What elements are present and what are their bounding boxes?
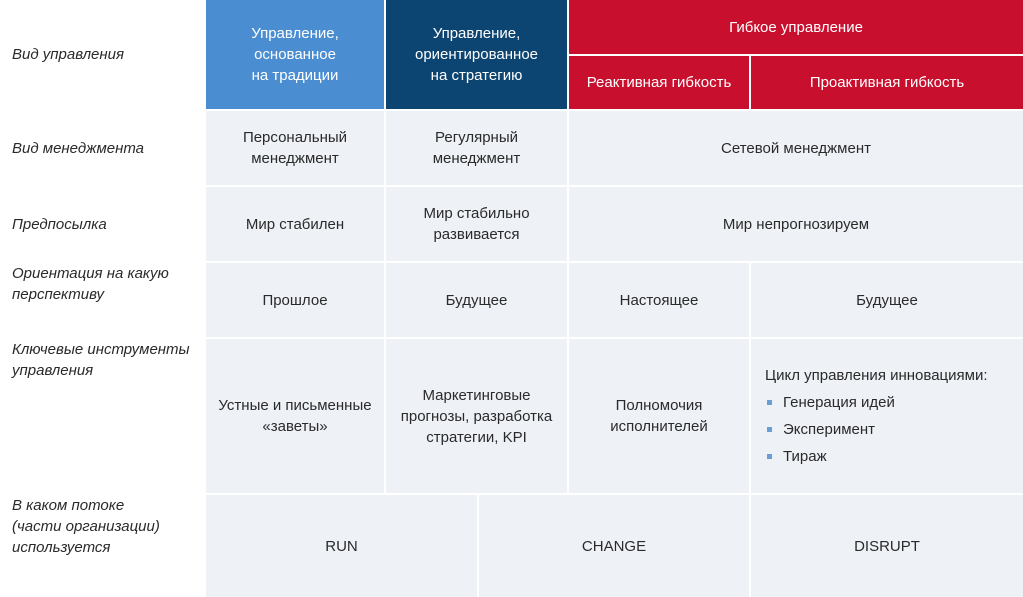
cell-line: Мир стабильно — [423, 205, 530, 222]
row-label-text: Вид менеджмента — [12, 139, 145, 157]
row-label-line: используется — [12, 539, 111, 556]
innovation-cycle-title: Цикл управления инновациями: — [765, 367, 988, 384]
cell-line: менеджмент — [251, 150, 339, 167]
header-reactive — [569, 56, 749, 109]
cell-text: Будущее — [856, 291, 918, 309]
cell-stream-change — [479, 495, 749, 597]
cell-premise-strategic — [386, 187, 567, 261]
cell-orientation-traditional — [206, 263, 384, 337]
cell-text: Сетевой менеджмент — [721, 139, 871, 157]
row-label-premise — [0, 187, 204, 261]
header-text: Гибкое управление — [729, 18, 863, 36]
square-bullet-icon — [767, 427, 772, 432]
header-traditional — [206, 0, 384, 109]
cell-orientation-proactive — [751, 263, 1023, 337]
header-text: Проактивная гибкость — [809, 74, 965, 91]
square-bullet-icon — [767, 400, 772, 405]
cell-text: Мир стабилен — [245, 215, 345, 233]
cell-management-strategic — [386, 111, 567, 185]
row-label-text: Вид управления — [12, 46, 124, 63]
cell-stream-run — [206, 495, 477, 597]
cell-line: прогнозы, разработка — [400, 407, 553, 425]
list-item — [765, 392, 988, 413]
cell-line: Маркетинговые — [422, 386, 531, 404]
header-line: на стратегию — [430, 67, 523, 84]
row-label-line: Ориентация на какую — [12, 265, 169, 282]
header-proactive — [751, 56, 1023, 109]
list-item-text: Генерация идей — [783, 394, 895, 411]
cell-tools-proactive — [751, 339, 1023, 493]
header-line: Управление, — [432, 25, 521, 42]
cell-premise-flexible — [569, 187, 1023, 261]
cell-line: Персональный — [242, 129, 348, 146]
cell-premise-traditional — [206, 187, 384, 261]
row-label-line: (части организации) — [12, 518, 160, 535]
list-item-text: Тираж — [783, 448, 827, 465]
row-label-management-type — [0, 0, 204, 109]
cell-text: Настоящее — [619, 291, 699, 309]
cell-text: Прошлое — [262, 291, 328, 309]
square-bullet-icon — [767, 454, 772, 459]
cell-line: Полномочия — [615, 397, 703, 414]
header-line: ориентированное — [414, 46, 539, 63]
cell-line: стратегии, KPI — [426, 428, 527, 446]
cell-management-flexible — [569, 111, 1023, 185]
header-line: Управление, — [251, 25, 339, 42]
list-item — [765, 419, 988, 440]
cell-text: DISRUPT — [854, 537, 920, 555]
cell-tools-traditional — [206, 339, 384, 493]
row-label-line: Ключевые инструменты — [12, 341, 190, 358]
cell-stream-disrupt — [751, 495, 1023, 597]
cell-text: Будущее — [445, 291, 508, 309]
row-label-management — [0, 111, 204, 185]
row-label-line: В каком потоке — [12, 497, 125, 514]
cell-line: развивается — [433, 226, 520, 243]
innovation-cycle-list — [765, 392, 988, 467]
header-text: Реактивная гибкость — [586, 74, 732, 91]
cell-line: исполнителей — [610, 418, 708, 435]
cell-line: «заветы» — [262, 418, 328, 435]
cell-tools-strategic — [386, 339, 567, 493]
innovation-cycle — [765, 365, 988, 467]
header-line: на традиции — [251, 67, 339, 84]
cell-tools-reactive — [569, 339, 749, 493]
row-label-line: перспективу — [12, 286, 104, 303]
cell-text: RUN — [325, 537, 358, 555]
row-label-text: Предпосылка — [12, 215, 107, 233]
header-strategic — [386, 0, 567, 109]
cell-management-traditional — [206, 111, 384, 185]
cell-orientation-reactive — [569, 263, 749, 337]
row-label-tools — [0, 339, 204, 493]
header-flexible — [569, 0, 1023, 54]
row-label-stream — [0, 495, 204, 597]
cell-line: Устные и письменные — [218, 397, 372, 414]
list-item-text: Эксперимент — [783, 421, 876, 438]
header-line: основанное — [254, 46, 336, 63]
row-label-orientation — [0, 263, 204, 337]
cell-text: Мир непрогнозируем — [722, 215, 870, 233]
cell-line: Регулярный — [435, 129, 518, 146]
cell-line: менеджмент — [432, 150, 521, 167]
row-label-line: управления — [12, 362, 94, 379]
cell-text: CHANGE — [581, 537, 647, 555]
cell-orientation-strategic — [386, 263, 567, 337]
list-item — [765, 446, 988, 467]
